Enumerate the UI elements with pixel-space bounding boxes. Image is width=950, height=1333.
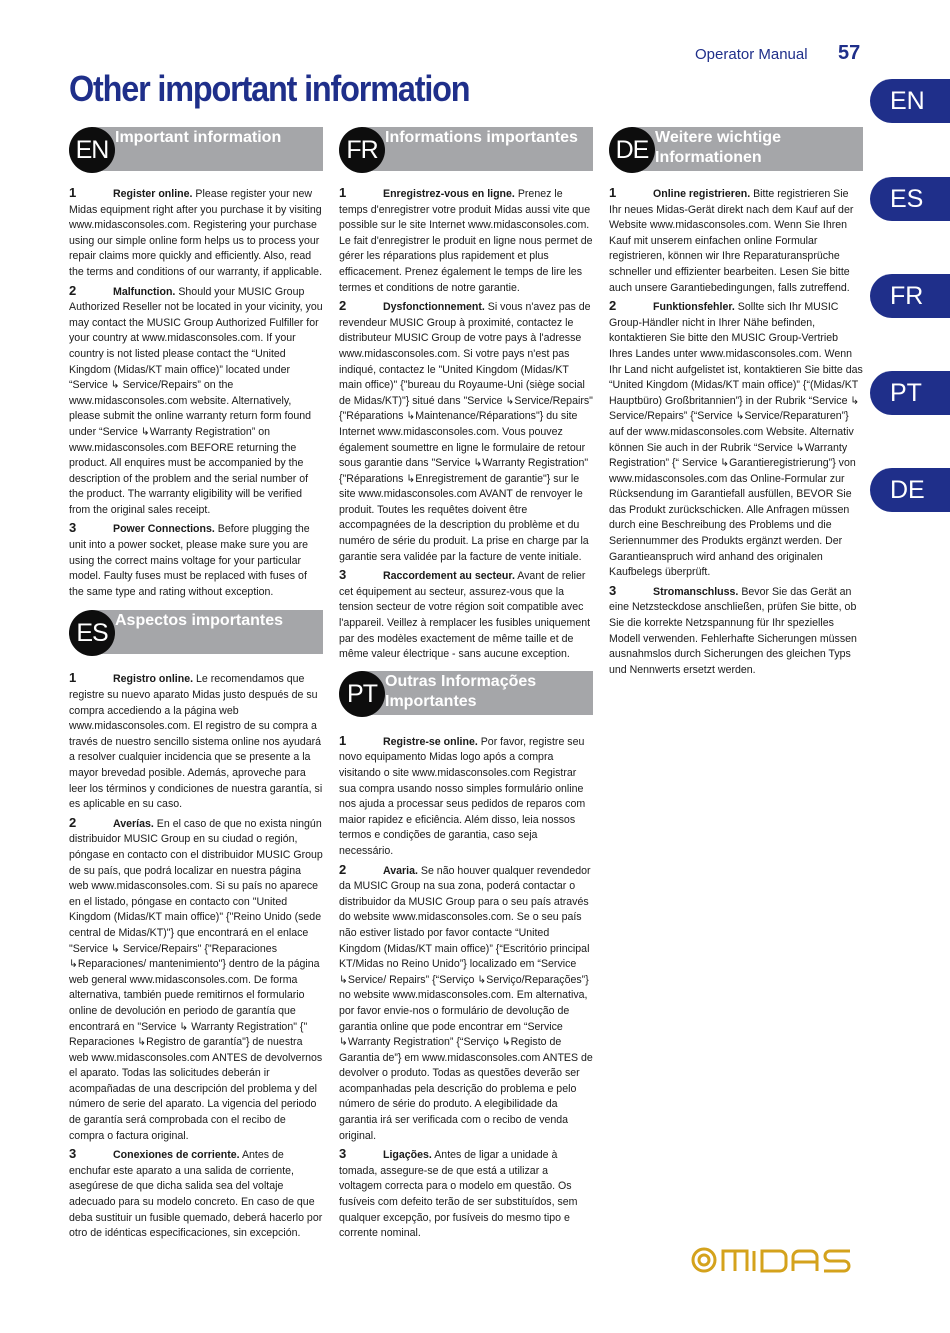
section-title-de: Weitere wichtige Informationen: [655, 129, 781, 166]
section-heading-fr: [339, 127, 593, 171]
column-2: [339, 127, 593, 1244]
list-item: 3 Conexiones de corriente. Antes de enchufar este aparato a una salida de corriente, asegúrese de que dicha salida sea del voltaje adecuado para su modelo concreto. En caso de que deba sustituir un fusible quemado, deberá hacerlo por otro de idénticas especificaciones, sin excepción.: [69, 1146, 323, 1240]
list-item: 3 Raccordement au secteur. Avant de relier cet équipement au secteur, assurez-vous que la tension secteur de votre région soit compatible avec l'appareil. Veillez à remplacer les fusibles uniquement par des modèles exactement de même taille et de même valeur électrique - sans aucune exception.: [339, 567, 591, 661]
column-3: [609, 127, 863, 680]
header-manual-label: Operator Manual: [695, 46, 808, 63]
section-de: [609, 127, 863, 678]
tab-fr[interactable]: FR: [870, 274, 950, 318]
section-title-en: Important information: [115, 129, 282, 146]
page-number: 57: [838, 42, 861, 64]
language-badge-de: DE: [609, 127, 655, 173]
section-en: [69, 127, 323, 600]
language-badge-pt: PT: [339, 671, 385, 717]
language-badge-en: EN: [69, 127, 115, 173]
section-heading-en: [69, 127, 323, 171]
list-item: 1 Enregistrez-vous en ligne. Prenez le temps d'enregistrer votre produit Midas aussi vite que possible sur le site Internet www.midasconsoles.com. Le fait d'enregistrer le produit en ligne nous permet de gérer les réparations plus rapidement et plus efficacement. Prenez également le temps de lire les termes et conditions de notre garantie.: [339, 185, 593, 294]
list-item: 2 Avaria. Se não houver qualquer revendedor da MUSIC Group na sua zona, poderá contactar o distribuidor da MUSIC Group para o seu país através do website www.midasconsoles.com. Se o seu país não estiver listado por favor contacte “United Kingdom (Midas/KT main office)” {“Escritório principal KT/Midas no Reino Unido”} localizado em “Service ↳Service/ Repairs” {“Serviço ↳Serviço/Reparações”} no website www.midasconsoles.com. Em alternativa, por favor envie-nos o formulário de devolução de garantia online que pode encontrar em “Service ↳Warranty Registration” {“Serviço ↳Registo de Garantia de”} em www.midasconsoles.com ANTES de devolver o produto. Todas as questões deverão ser acompanhadas pela descrição do problema e pelo número de série do produto. A elegibilidade da garantia irá ser verificada com o recibo de venda original.: [339, 861, 593, 1142]
list-item: 3 Ligações. Antes de ligar a unidade à tomada, assegure-se de que está a utilizar a voltagem correcta para o modelo em questão. Os fusíveis com defeito terão de ser substituídos, sem qualquer excepção, por fusíveis do mesmo tipo e corrente nominal.: [339, 1146, 578, 1240]
list-item: 1 Registro online. Le recomendamos que registre su nuevo aparato Midas justo después de su compra accediendo a la página web www.midasconsoles.com. El registro de su compra a través de nuestro sencillo sistema online nos ayudará a resolver cualquier incidencia que se presente a la mayor brevedad posible. Además, aproveche para leer los términos y condiciones de nuestra garantía, si es aplicable en su caso.: [69, 670, 323, 811]
list-item: 2 Averías. En el caso de que no exista ningún distribuidor MUSIC Group en su ciudad o región, póngase en contacto con el distribuidor MUSIC Group de su país, que podrá localizar en nuestra página web www.midasconsoles.com. Si su país no aparece en el listado, póngase en contacto con "United Kingdom (Midas/KT main office)" {"Reino Unido (sede central de Midas/KT)"} que encontrará en el enlace "Service ↳ Service/Repairs" {"Reparaciones ↳Reparaciones/ mantenimiento"} dentro de la página web general www.midasconsoles.com. De forma alternativa, también puede remitirnos el formulario online de devolución en periodo de garantía que encontrará en "Service ↳ Warranty Registration" {" Reparaciones ↳Registro de garantía"} de nuestra web www.midasconsoles.com ANTES de devolvernos el aparato. Todas las solicitudes deberán ir acompañadas de una descripción del problema y del número de serie del aparato. La vigencia del periodo de garantía será comprobada con el recibo de compra o factura original.: [69, 814, 323, 1142]
list-item: 2 Malfunction. Should your MUSIC Group Authorized Reseller not be located in your vicinity, you may contact the MUSIC Group Authorized Fulfiller for your country at www.midasconsoles.com. If your country is not listed please contact the “United Kingdom (Midas/KT main office)” located under “Service ↳ Service/Repairs” on the www.midasconsoles.com website. Alternatively, please submit the online warranty return form found under “Service ↳Warranty Registration” on www.midasconsoles.com BEFORE returning the product. All enquires must be accompanied by the description of the problem and the serial number of the product. The warranty eligibility will be verified from the original sales receipt.: [69, 282, 323, 516]
column-1: [69, 127, 323, 1244]
list-item: 3 Power Connections. Before plugging the unit into a power socket, please make sure you are using the correct mains voltage for your particular model. Faulty fuses must be replaced with fuses of the same type and rating without exception.: [69, 520, 310, 598]
list-item: 1 Register online. Please register your new Midas equipment right after you purchase it by visiting www.midasconsoles.com. Registering your purchase using our simple online form helps us to process your repair claims more quickly and efficiently. Also, read the terms and conditions of our warranty, if applicable.: [69, 185, 323, 278]
section-heading-es: [69, 610, 323, 654]
language-badge-es: ES: [69, 610, 115, 656]
tab-en[interactable]: EN: [870, 79, 950, 123]
page-title: Other important information: [69, 68, 470, 109]
list-item: 2 Dysfonctionnement. Si vous n'avez pas de revendeur MUSIC Group à proximité, contactez le distributeur MUSIC Group de votre pays à l'adresse www.midasconsoles.com. Si votre pays n'est pas indiqué, contactez le "United Kingdom (Midas/KT main office)" {"bureau du Royaume-Uni (siège social de Midas/KT)"} situé dans "Service ↳Service/Repairs" {"Réparations ↳Maintenance/Réparations"} du site Internet www.midasconsoles.com. Vous pouvez également soumettre en ligne le formulaire de retour sous garantie dans "Service ↳Warranty Registration" {"Réparations ↳Enregistrement de garantie"} sur le site www.midasconsoles.com AVANT de renvoyer le produit. Toutes les requêtes doivent être accompagnées de la description du problème et du numéro de série du produit. La prise en charge par la garantie sera validée par la facture de vente initiale.: [339, 298, 593, 563]
section-heading-de: [609, 127, 863, 171]
section-title-fr: Informations importantes: [385, 129, 578, 146]
tab-pt[interactable]: PT: [870, 371, 950, 415]
list-item: 2 Funktionsfehler. Sollte sich Ihr MUSIC Group-Händler nicht in Ihrer Nähe befinden, kontaktieren Sie bitte den MUSIC Group-Vertrieb Ihres Landes unter www.midasconsoles.com. Wenn Ihr Land nicht aufgelistet ist, kontaktieren Sie bitte das “United Kingdom (Midas/KT main office)” {“(Midas/KT Hauptbüro) Großbritannien”} in der Rubrik “Service ↳ Service/Repairs” {“Service ↳Service/Reparaturen”} auf der www.midasconsoles.com Website. Alternativ können Sie auch in der Rubrik “Service ↳Warranty Registration” {“ Service ↳Garantieregistrierung”} von www.midasconsoles.com das Online-Formular zur Rücksendung im Garantiefall ausfüllen, BEVOR Sie das Produkt zurückschicken. Alle Anfragen müssen durch eine Beschreibung des Problems und die Seriennummer des Produkts ergänzt werden. Der Garantieanspruch wird anhand des originalen Kaufbelegs überprüft.: [609, 298, 863, 579]
list-item: 3 Stromanschluss. Bevor Sie das Gerät an eine Netzsteckdose anschließen, prüfen Sie bitte, ob Sie die korrekte Netzspannung für Ihr spezielles Modell verwenden. Fehlerhafte Sicherungen müssen ausnahmslos durch Sicherungen des gleichen Typs und Nennwerts ersetzt werden.: [609, 582, 857, 676]
tab-es[interactable]: ES: [870, 177, 950, 221]
list-item: 1 Online registrieren. Bitte registrieren Sie Ihr neues Midas-Gerät direkt nach dem Kauf auf der Website www.midasconsoles.com. Wenn Sie Ihren Kauf mit unserem einfachen online Formular registrieren, können wir Ihre Reparaturansprüche schneller und effizienter bearbeiten. Lesen Sie bitte auch unsere Garantiebedingungen, falls zutreffend.: [609, 185, 854, 294]
language-badge-fr: FR: [339, 127, 385, 173]
tab-de[interactable]: DE: [870, 468, 950, 512]
section-title-es: Aspectos importantes: [115, 612, 284, 630]
section-pt: [339, 671, 593, 1242]
midas-logo: [690, 1243, 865, 1277]
section-title-pt: Outras Informações Importantes: [385, 672, 537, 710]
section-fr: [339, 127, 593, 663]
section-heading-pt: [339, 671, 593, 715]
list-item: 1 Registre-se online. Por favor, registre seu novo equipamento Midas logo após a compra visitando o site www.midasconsoles.com Registrar sua compra usando nosso simples formulário online nos ajuda a processar seus pedidos de reparos com maior rapidez e eficiência. Além disso, leia nossos termos e condições de garantia, caso seja necessário.: [339, 732, 586, 857]
section-es: [69, 610, 323, 1241]
